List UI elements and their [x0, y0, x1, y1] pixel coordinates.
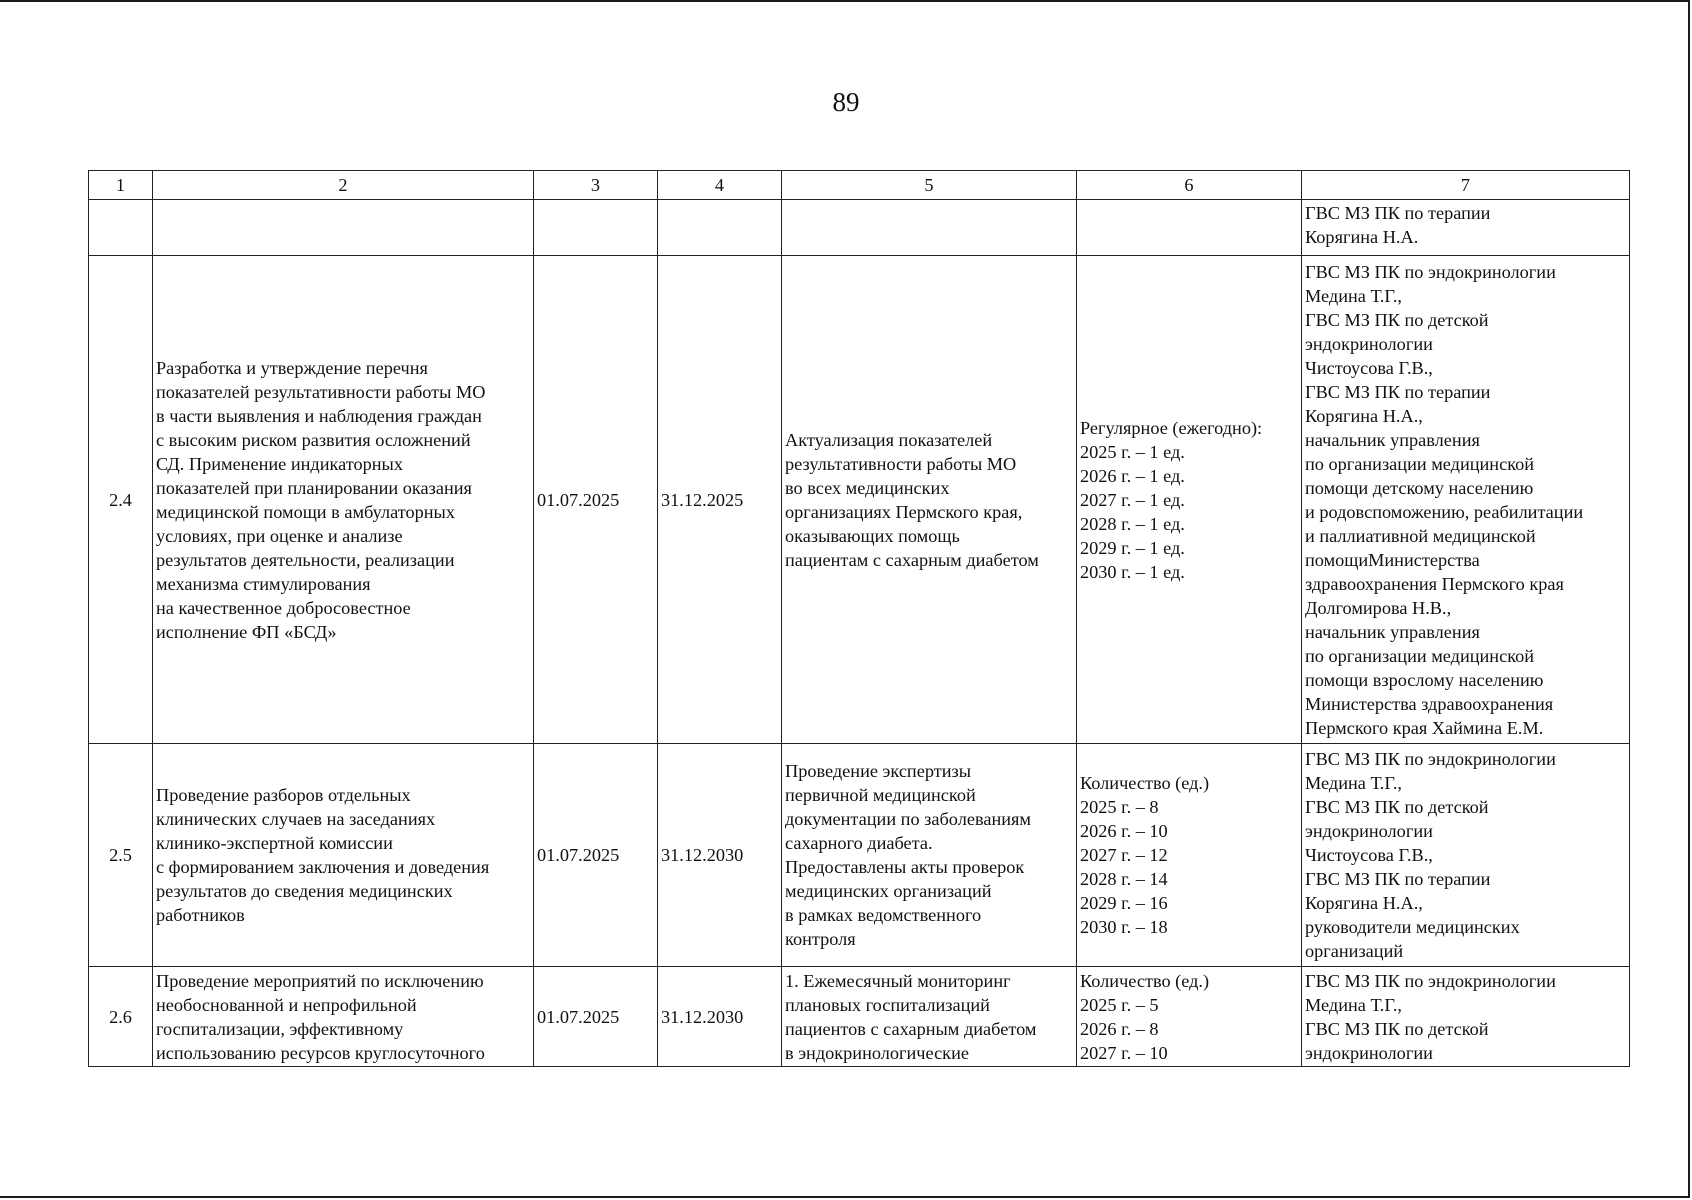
- responsible-line: ГВС МЗ ПК по детской: [1305, 1018, 1489, 1039]
- column-number-7: 7: [1302, 171, 1630, 200]
- indicator-line: 2029 г. – 1 ед.: [1080, 537, 1185, 558]
- indicator-line: 2030 г. – 18: [1080, 917, 1168, 937]
- result-line: документации по заболеваниям: [785, 809, 1031, 829]
- result-line: 1. Ежемесячный мониторинг: [785, 970, 1011, 991]
- responsible-line: Медина Т.Г.,: [1305, 773, 1402, 793]
- indicator-line: 2027 г. – 10: [1080, 1042, 1168, 1063]
- end-date: 31.12.2030: [658, 744, 782, 967]
- indicator-line: 2025 г. – 8: [1080, 797, 1159, 817]
- responsible-line: Медина Т.Г.,: [1305, 285, 1402, 306]
- activity-line: СД. Применение индикаторных: [156, 453, 403, 474]
- activity-line: показателей результативности работы МО: [156, 381, 486, 402]
- responsible-line: эндокринологии: [1305, 1042, 1433, 1063]
- end-date: 31.12.2025: [658, 256, 782, 744]
- activity-line: с высоким риском развития осложнений: [156, 429, 471, 450]
- responsible-line: эндокринологии: [1305, 333, 1433, 354]
- responsible-cell: [1302, 256, 1630, 744]
- responsible-line: помощиМинистерства: [1305, 549, 1480, 570]
- responsible-line: Корягина Н.А.,: [1305, 893, 1423, 913]
- table-row-2-4: [89, 256, 1630, 744]
- result-cell: [782, 200, 1077, 256]
- activity-line: результатов до сведения медицинских: [156, 881, 453, 901]
- indicator-line: 2030 г. – 1 ед.: [1080, 561, 1185, 582]
- indicator-cell: [1077, 200, 1302, 256]
- activity-line: с формированием заключения и доведения: [156, 857, 490, 877]
- activity-line: показателей при планировании оказания: [156, 477, 472, 498]
- start-date: 01.07.2025: [534, 967, 658, 1067]
- activity-line: механизма стимулирования: [156, 573, 371, 594]
- row-number: 2.5: [89, 744, 153, 967]
- responsible-cell: [1302, 967, 1630, 1067]
- responsible-line: Корягина Н.А.: [1305, 227, 1419, 247]
- responsible-line: ГВС МЗ ПК по эндокринологии: [1305, 749, 1556, 769]
- result-line: медицинских организаций: [785, 881, 992, 901]
- activity-line: клинических случаев на заседаниях: [156, 809, 436, 829]
- responsible-line: ГВС МЗ ПК по эндокринологии: [1305, 970, 1556, 991]
- responsible-line: Министерства здравоохранения: [1305, 693, 1554, 714]
- activity-line: исполнение ФП «БСД»: [156, 621, 337, 642]
- result-line: пациентам с сахарным диабетом: [785, 549, 1039, 570]
- responsible-line: эндокринологии: [1305, 821, 1433, 841]
- number-cell: [89, 200, 153, 256]
- activity-line: на качественное добросовестное: [156, 597, 411, 618]
- result-line: контроля: [785, 929, 856, 949]
- responsible-line: по организации медицинской: [1305, 645, 1535, 666]
- result-line: организациях Пермского края,: [785, 501, 1023, 522]
- result-line: сахарного диабета.: [785, 833, 933, 853]
- start-date: 01.07.2025: [534, 256, 658, 744]
- indicator-line: 2028 г. – 1 ед.: [1080, 513, 1185, 534]
- row-number: 2.6: [89, 967, 153, 1067]
- activity-cell: [153, 256, 534, 744]
- activity-line: условиях, при оценке и анализе: [156, 525, 403, 546]
- responsible-line: руководители медицинских: [1305, 917, 1520, 937]
- column-number-2: 2: [153, 171, 534, 200]
- start-date: 01.07.2025: [534, 744, 658, 967]
- result-line: в эндокринологические: [785, 1042, 969, 1063]
- plan-table: [88, 170, 1630, 1067]
- table-row-2-6: [89, 967, 1630, 1067]
- activity-line: Проведение мероприятий по исключению: [156, 970, 484, 991]
- result-line: Предоставлены акты проверок: [785, 857, 1025, 877]
- column-number-1: 1: [89, 171, 153, 200]
- result-line: первичной медицинской: [785, 785, 976, 805]
- result-line: плановых госпитализаций: [785, 994, 990, 1015]
- column-number-3: 3: [534, 171, 658, 200]
- activity-line: в части выявления и наблюдения граждан: [156, 405, 482, 426]
- responsible-line: по организации медицинской: [1305, 453, 1535, 474]
- result-line: пациентов с сахарным диабетом: [785, 1018, 1037, 1039]
- end-date: 31.12.2030: [658, 967, 782, 1067]
- responsible-line: ГВС МЗ ПК по терапии: [1305, 203, 1491, 223]
- indicator-line: 2026 г. – 1 ед.: [1080, 465, 1185, 486]
- activity-line: клинико-экспертной комиссии: [156, 833, 393, 853]
- responsible-line: ГВС МЗ ПК по терапии: [1305, 869, 1491, 889]
- activity-line: использованию ресурсов круглосуточного: [156, 1042, 485, 1063]
- responsible-line: Долгомирова Н.В.,: [1305, 597, 1452, 618]
- indicator-line: 2026 г. – 10: [1080, 821, 1168, 841]
- responsible-cell: [1302, 200, 1630, 256]
- page-number: 89: [832, 87, 860, 117]
- indicator-line: 2029 г. – 16: [1080, 893, 1168, 913]
- column-number-row: [89, 171, 1630, 200]
- indicator-line: 2028 г. – 14: [1080, 869, 1168, 889]
- indicator-line: Количество (ед.): [1080, 773, 1210, 793]
- responsible-cell: [1302, 744, 1630, 967]
- result-cell: [782, 744, 1077, 967]
- column-number-4: 4: [658, 171, 782, 200]
- indicator-line: Регулярное (ежегодно):: [1080, 417, 1263, 438]
- activity-line: результатов деятельности, реализации: [156, 549, 455, 570]
- activity-line: медицинской помощи в амбулаторных: [156, 501, 455, 522]
- activity-line: Разработка и утверждение перечня: [156, 357, 428, 378]
- indicator-cell: [1077, 744, 1302, 967]
- activity-line: Проведение разборов отдельных: [156, 785, 411, 805]
- activity-cell: [153, 967, 534, 1067]
- indicator-line: 2027 г. – 1 ед.: [1080, 489, 1185, 510]
- responsible-line: начальник управления: [1305, 621, 1480, 642]
- responsible-line: Пермского края Хаймина Е.М.: [1305, 717, 1544, 738]
- responsible-line: помощи детскому населению: [1305, 477, 1534, 498]
- responsible-line: ГВС МЗ ПК по детской: [1305, 797, 1489, 817]
- indicator-line: 2026 г. – 8: [1080, 1018, 1159, 1039]
- result-line: Актуализация показателей: [785, 429, 993, 450]
- table-row-2-5: [89, 744, 1630, 967]
- column-number-6: 6: [1077, 171, 1302, 200]
- result-cell: [782, 967, 1077, 1067]
- responsible-line: здравоохранения Пермского края: [1305, 573, 1564, 594]
- responsible-line: и родовспоможению, реабилитации: [1305, 501, 1584, 522]
- table-row-continuation: [89, 200, 1630, 256]
- activity-line: работников: [156, 905, 245, 925]
- indicator-line: 2025 г. – 5: [1080, 994, 1159, 1015]
- indicator-cell: [1077, 967, 1302, 1067]
- activity-cell: [153, 200, 534, 256]
- responsible-line: ГВС МЗ ПК по детской: [1305, 309, 1489, 330]
- indicator-cell: [1077, 256, 1302, 744]
- indicator-line: 2025 г. – 1 ед.: [1080, 441, 1185, 462]
- responsible-line: ГВС МЗ ПК по эндокринологии: [1305, 261, 1556, 282]
- result-line: Проведение экспертизы: [785, 761, 972, 781]
- responsible-line: ГВС МЗ ПК по терапии: [1305, 381, 1491, 402]
- indicator-line: Количество (ед.): [1080, 970, 1210, 991]
- start-date-cell: [534, 200, 658, 256]
- result-line: оказывающих помощь: [785, 525, 960, 546]
- responsible-line: Медина Т.Г.,: [1305, 994, 1402, 1015]
- responsible-line: начальник управления: [1305, 429, 1480, 450]
- result-line: в рамках ведомственного: [785, 905, 982, 925]
- responsible-line: помощи взрослому населению: [1305, 669, 1544, 690]
- activity-line: госпитализации, эффективному: [156, 1018, 404, 1039]
- responsible-line: Чистоусова Г.В.,: [1305, 357, 1433, 378]
- column-number-5: 5: [782, 171, 1077, 200]
- indicator-line: 2027 г. – 12: [1080, 845, 1168, 865]
- responsible-line: Корягина Н.А.,: [1305, 405, 1423, 426]
- responsible-line: Чистоусова Г.В.,: [1305, 845, 1433, 865]
- responsible-line: и паллиативной медицинской: [1305, 525, 1536, 546]
- end-date-cell: [658, 200, 782, 256]
- activity-cell: [153, 744, 534, 967]
- activity-line: необоснованной и непрофильной: [156, 994, 417, 1015]
- result-line: во всех медицинских: [785, 477, 950, 498]
- row-number: 2.4: [89, 256, 153, 744]
- result-line: результативности работы МО: [785, 453, 1017, 474]
- responsible-line: организаций: [1305, 941, 1404, 961]
- result-cell: [782, 256, 1077, 744]
